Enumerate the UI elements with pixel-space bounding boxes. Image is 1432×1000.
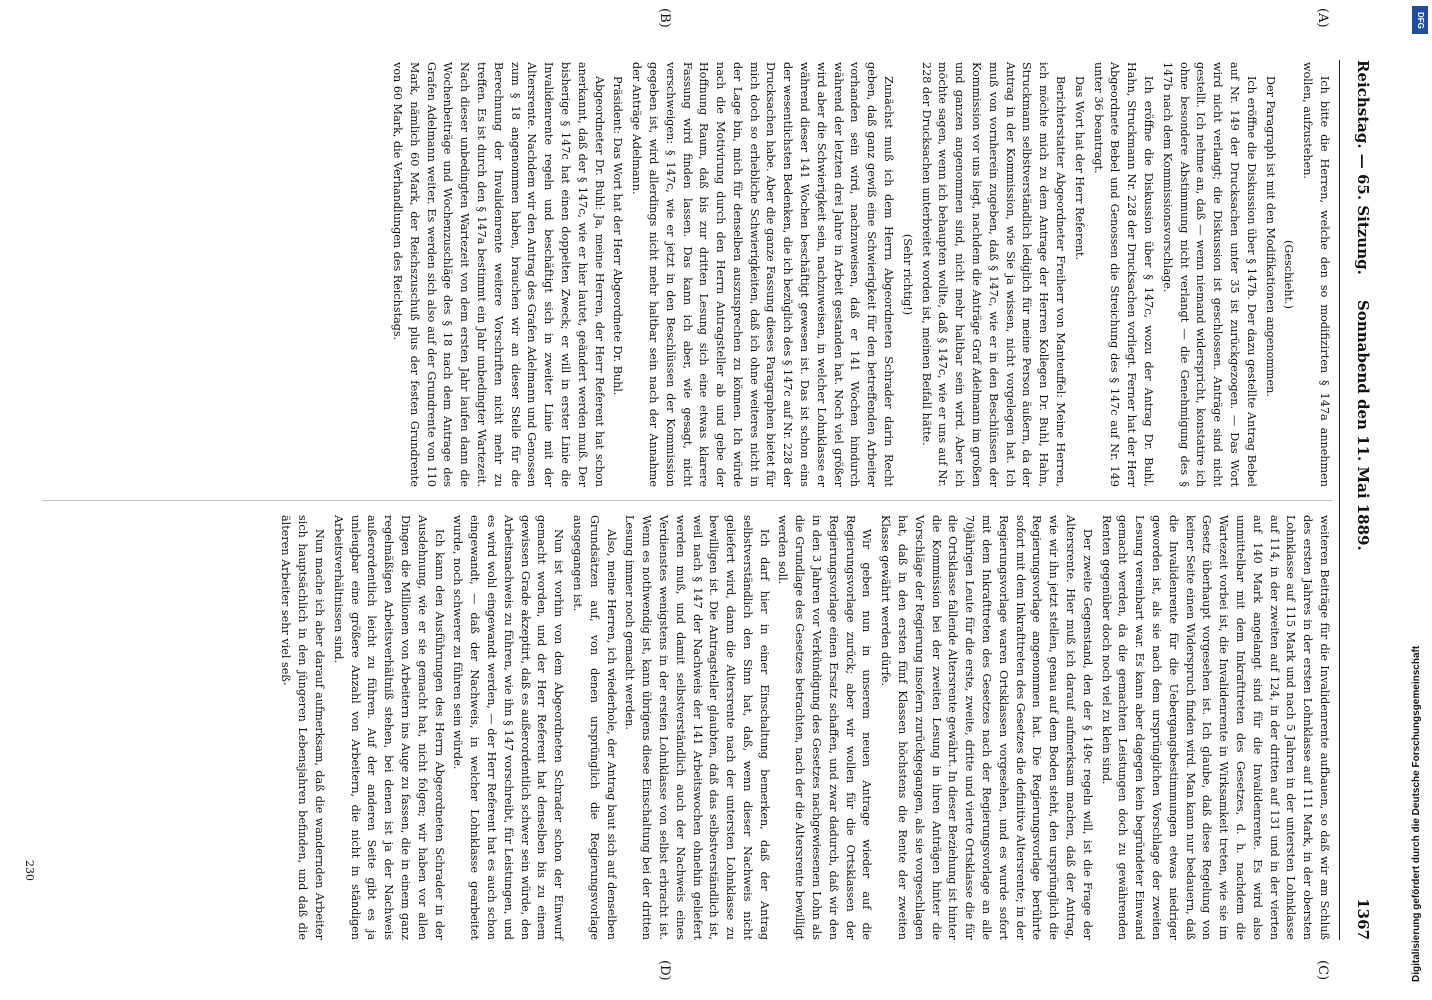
marker-d: (D) [657,960,672,981]
paragraph: Ich kann den Ausführungen des Herrn Abgeordneten Schrader in der Ausdehnung, wie er sie gemacht hat, nicht folgen; wir haben vor allen Dingen die Millionen von Arbeitern ins Auge zu fassen, die in einem ganz regelmäßigen Arbeitsverhältniß stehen, bei denen ist ja der Nachweis außerordentlich leicht zu führen. Auf der anderen Seite gibt es ja unleugbar eine größere Anzahl von Arbeitern, die nicht in ständigen Arbeitsverhältnissen sind. [331,515,446,940]
marker-b: (B) [657,8,672,28]
paragraph: weiteren Beiträge für die Invalidenrente aufbauen, so daß wir am Schluß des ersten Jahres in der ersten Lohnklasse auf 111 Mark, in der obersten Lohnklasse auf 115 Mark und nach 5 Jahren in der untersten Lohnklasse auf 114, in der zweiten auf 124, in der dritten auf 131 und in der vierten auf 140 Mark angelangt sind für die Invalidenrente. Es wird also unmittelbar mit dem Inkrafttreten des Gesetzes, d. h. nachdem die Wartezeit vorbei ist, die Invalidenrente in Wirksamkeit treten, wie sie im Gesetz überhaupt vorgesehen ist. Ich glaube, daß diese Regelung von keiner Seite einen Widerspruch finden wird. Man kann nur bedauern, daß die Invalidenrente für die Uebergangsbestimmungen etwas niedriger geworden ist, als sie nach dem ursprünglichen Vorschlage der zweiten Lesung vereinbart war. Es kann aber dagegen kein begründeter Einwand gemacht werden, da die gemachten Leistungen doch zu gewährenden Renten gegenüber doch noch viel zu klein sind. [1099,515,1331,940]
digitisation-note: Digitalisierung gefördert durch die Deutsche Forschungsgemeinschaft [1411,645,1422,982]
header-left: Reichstag. — 65. Sitzung. [1354,60,1372,275]
paragraph: Ich bitte die Herren, welche den so modifizirten § 147a annehmen wollen, aufzustehen. [1301,62,1331,487]
paragraph: Zunächst muß ich dem Herrn Abgeordneten Schrader darin Recht geben, daß ganz gewiß eine Schwierigkeit für den betreffenden Arbeiter vorhanden sein wird, nachzuweisen, daß er 141 Wochen hindurch während der letzten drei Jahre in Arbeit gestanden hat. Noch viel größer wird aber die Schwierigkeit sein, nachzuweisen, in welcher Lohnklasse er während dieser 141 Wochen beschäftigt gewesen ist. Das ist schon eins der wesentlichsten Bedenken, die ich bezüglich des § 147c auf Nr. 228 der Drucksachen habe. Aber die ganze Fassung dieses Paragraphen bietet für mich doch so erhebliche Schwierigkeiten, daß ich ohne weiteres nicht in der Lage bin, mich für denselben auszusprechen zu können. Ich würde nach die Motivirung durch den Herrn Antragsteller ab und gebe der Hoffnung Raum, daß bis zur dritten Lesung sich eine etwas klarere Fassung wird finden lassen. Das kann ich aber, wie gesagt, nicht verschweigen: § 147c, wie er jetzt in den Beschlüssen der Kommission gegeben ist, wird allerdings nicht mehr haltbar sein nach der Annahme der Anträge Adelmann. [630,62,896,487]
paragraph: (Geschieht.) [1282,240,1296,309]
paragraph: Das Wort hat der Herr Referent. [1072,76,1086,261]
paragraph: Ich eröffne die Diskussion über § 147c, wozu der Antrag Dr. Buhl, Hahn, Struckmann Nr. 228 der Drucksachen vorliegt. Ferner hat der Herr Abgeordnete Bebel und Genossen die Streichung des § 147c auf Nr. 149 unter 36 beantragt. [1091,62,1156,487]
paragraph: (Sehr richtig!) [900,233,914,316]
paragraph: Der Paragraph ist mit den Modifikationen angenommen. [1263,76,1277,397]
paragraph: Abgeordneter Dr. Buhl: Ja, meine Herren, der Herr Referent hat schon anerkannt, daß der § 147c, wie er hier lautet, geändert werden muß. Der bisherige § 147c hat einen doppelten Zweck; er will in erster Linie die Invalidenrente regeln und beschäftigt sich in zweiter Linie mit der Altersrente. Nachdem wir den Antrag des Grafen Adelmann und Genossen zum § 18 angenommen haben, brauchen wir an dieser Stelle für die Berechnung der Invalidenrente weitere Vorschriften nicht mehr zu treffen. Es ist durch den § 147a bestimmt ein Jahr unbedingter Wartezeit. Nach dieser unbedingten Wartezeit von dem ersten Jahr laufen dann die Wochenbeiträge und Wochenzuschläge des § 18 nach dem Antrage des Grafen Adelmann weiter. Es werden sich also auf der Grundrente von 110 Mark, nämlich 60 Mark, der Reichszuschuß plus der festen Grundrente von 60 Mark, die Verhandlungen des Reichstags. [390,62,606,487]
column-divider [42,500,1332,501]
header-center: Sonnabend den 11. Mai 1889. [1354,300,1372,551]
paragraph: Ich darf hier in einer Einschaltung bemerken, daß der Antrag selbstverständlich den Sinn hat, daß, wenn dieser Nachweis nicht geliefert wird, dann die Altersrente nach der untersten Lohnklasse zu bewilligen ist. Die Antragsteller glaubten, daß das selbstverständlich ist, weil nach § 147 der Nachweis der 141 Arbeitswochen ohnehin geliefert werden muß, und damit selbstverständlich auch der Nachweis eines Verdienstes wenigstens in der ersten Lohnklasse von selbst erbracht ist. Wenn es nothwendig ist, kann übrigens diese Einschaltung bei der dritten Lesung immer noch gemacht werden. [623,515,771,940]
paragraph: Also, meine Herren, ich wiederhole, der Antrag baut sich auf denselben Grundsätzen auf, von denen ursprünglich die Regierungsvorlage ausgegangen ist. [570,515,618,940]
header-rule [1339,60,1340,940]
paragraph: Nun ist vorhin von dem Abgeordneten Schrader schon der Einwurf gemacht worden, und der Herr Referent hat denselben bis zu einem gewissen Grade akzeptirt, daß es außerordentlich schwer sein würde, den Arbeitsnachweis zu führen, wie ihn § 147 vorschreibt, für Leistungen, und es wird wohl eingewandt werden, — der Herr Referent hat es auch schon eingewandt, — daß der Nachweis, in welcher Lohnklasse gearbeitet wurde, noch schwerer zu führen sein würde. [451,515,566,940]
paragraph: Ich eröffne die Diskussion über § 147b. Der dazu gestellte Antrag Bebel auf Nr. 149 der Drucksachen unter 35 ist zurückgezogen. — Das Wort wird nicht verlangt; die Diskussion ist geschlossen. Anträge sind nicht gestellt. Ich nehme an, daß — wenn niemand widerspricht, konstatire ich ohne besondere Abstimmung nicht verlangt — die Genehmigung des § 147b nach dem Kommissionsvorschlage. [1160,62,1258,487]
dfg-logo: DFG [1412,6,1428,34]
paragraph: Der zweite Gegenstand, den der § 149c regeln will, ist die Frage der Altersrente. Hier muß ich darauf aufmerksam machen, daß der Antrag, wie wir ihn jetzt stellen, genau auf dem Boden steht, den ursprünglich die Regierungsvorlage angenommen hat. Die Regierungsvorlage berührte sofort mit dem Inkrafttreten des Gesetzes die definitive Altersrente; in der Regierungsvorlage waren Ortsklassen vorgesehen, und es wurde sofort mit dem Inkrafttreten des Gesetzes nach der Regierungsvorlage an alle 70jährigen Leute für die erste, zweite, dritte und vierte Ortsklasse die für die Ortsklasse fallende Altersrente gewährt. In dieser Beziehung ist hinter die Kommission bei der zweiten Lesung in ihren Anträgen hinter die Vorschläge der Regierung insofern zurückgegangen, als sie vorgeschlagen hat, daß in den ersten fünf Klassen höchstens die Rente der zweiten Klasse gewährt werden dürfe. [879,515,1094,940]
left-column [386,62,1332,487]
right-column [275,515,1332,940]
paragraph: Wir geben nun in unserem neuen Antrage wieder auf die Regierungsvorlage zurück; aber wir wollen für die Ortsklassen der Regierungsvorlage einen Ersatz schaffen, und zwar dadurch, daß wir den in den 3 Jahren vor Verkündigung des Gesetzes nachgewiesenen Lohn als die Grundlage des Gesetzes betrachten, nach der die Altersrente bewilligt werden soll. [776,515,874,940]
paragraph: Präsident: Das Wort hat der Herr Abgeordnete Dr. Buhl. [611,76,625,396]
header-page-number: 1367 [1354,898,1372,940]
paragraph: Berichterstatter Abgeordneter Freiherr von Manteuffel: Meine Herren, ich möchte mich zu dem Antrage der Herren Kollegen Dr. Buhl, Hahn, Struckmann selbstverständlich lediglich für meine Person äußern, da der Antrag in der Kommission, wie Sie ja wissen, nicht vorgelegen hat. Ich muß von vornherein zugeben, daß § 147c, wie er in den Beschlüssen der Kommission vor uns liegt, nachdem die Anträge Graf Adelmann im großen und ganzen angenommen sind, nicht mehr haltbar sein wird. Aber ich möchte sagen, wenn ich behaupten wollte, daß § 147c, wie er uns auf Nr. 228 der Drucksachen unterbreitet worden ist, meinen Beifall hätte. [919,62,1068,487]
bottom-page-number: 230 [23,860,36,881]
marker-c: (C) [1315,960,1330,981]
page-header [1342,60,1372,940]
marker-a: (A) [1315,8,1330,28]
digitisation-strip [1408,0,1432,1000]
paragraph: Nun mache ich aber darauf aufmerksam, daß die wandernden Arbeiter sich hauptsächlich in den jüngeren Lebensjahren befinden, und daß die älteren Arbeiter sehr viel seß- [279,515,326,940]
